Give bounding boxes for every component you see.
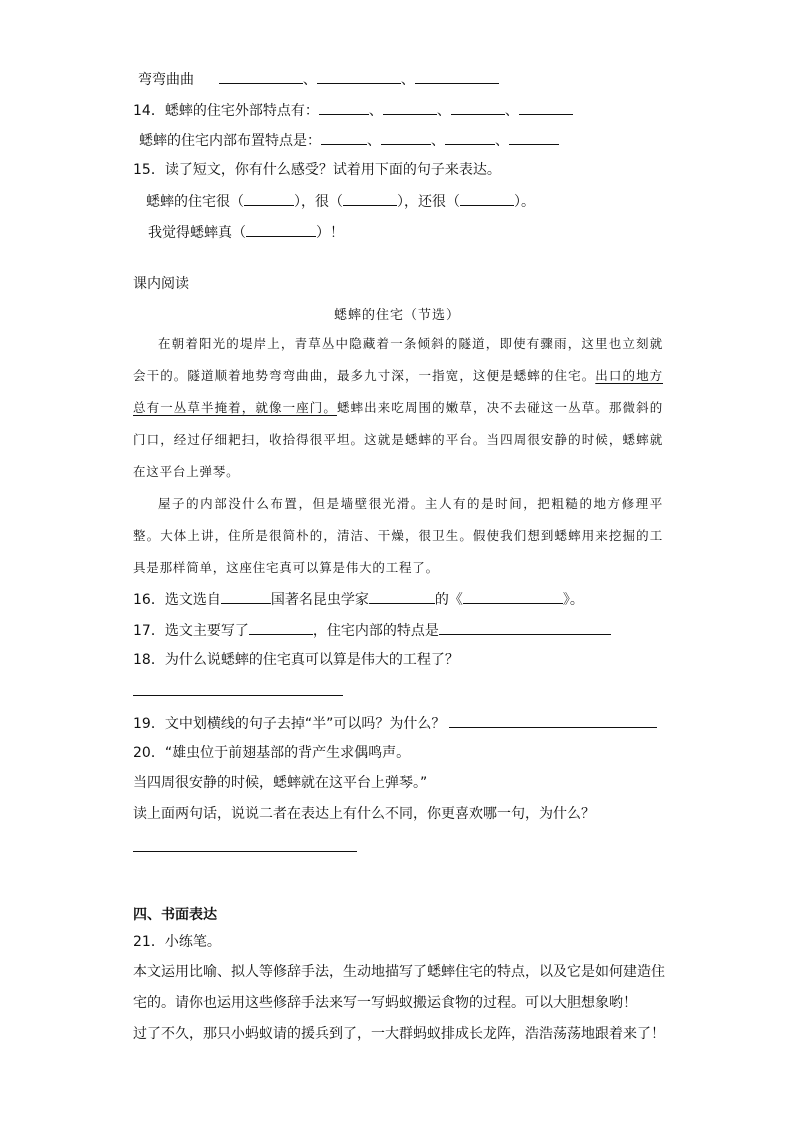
q15-text: 蟋蟀的住宅很（ <box>146 194 244 210</box>
q14-sep: 、 <box>367 133 381 149</box>
q16-text: 的《 <box>434 592 463 608</box>
q17-text: 17．选文主要写了 <box>133 623 249 639</box>
q17-blank-2[interactable] <box>439 619 611 635</box>
q16-text: 》。 <box>562 592 584 608</box>
q14-sep: 、 <box>495 133 509 149</box>
q21-starter-sentence: 过了不久，那只小蚂蚁请的援兵到了，一大群蚂蚁排成长龙阵，浩浩荡荡地跟着来了！ <box>133 1026 665 1042</box>
q17-line <box>133 619 611 641</box>
q13-label: 弯弯曲曲 <box>138 72 194 88</box>
q13-blank-2[interactable] <box>317 68 401 84</box>
q20-line3: 读上面两句话，说说二者在表达上有什么不同，你更喜欢哪一句，为什么？ <box>133 806 595 822</box>
passage-text: 在朝着阳光的堤岸上，青草丛中隐藏着一条倾斜的隧道，即使有骤雨，这里也立刻就会干的。隧道顺着地势弯弯曲曲，最多九寸深，一指宽，这便是蟋蟀的住宅。 <box>133 336 663 383</box>
passage-paragraph-2: 屋子的内部没什么布置，但是墙壁很光滑。主人有的是时间，把粗糙的地方修理平整。大体上讲，住所是很简朴的，清洁、干燥，很卫生。假使我们想到蟋蟀用来挖掘的工具是那样简单，这座住宅真可以算是伟大的工程了。 <box>133 496 663 575</box>
q15-sentence-2 <box>148 222 344 243</box>
q15-blank[interactable] <box>246 222 316 237</box>
section-4-title: 四、书面表达 <box>133 907 217 923</box>
q14-sep: 、 <box>368 103 383 119</box>
q19-answer-blank[interactable] <box>449 712 657 728</box>
q21-label: 21．小练笔。 <box>133 934 221 950</box>
q13-blank-1[interactable] <box>219 68 303 84</box>
q13-tail-line <box>138 68 499 90</box>
q14-sep: 、 <box>504 103 519 119</box>
q13-sep: 、 <box>302 72 317 88</box>
q20-line2: 当四周很安静的时候，蟋蟀就在这平台上弹琴。” <box>133 775 428 791</box>
q15-blank[interactable] <box>343 191 397 206</box>
q14-sep: 、 <box>431 133 445 149</box>
q14-prompt-2: 蟋蟀的住宅内部布置特点是： <box>139 133 321 149</box>
q15-text: ），还很（ <box>397 194 460 210</box>
q19-prompt: 19．文中划横线的句子去掉“半”可以吗？为什么？ <box>133 716 446 732</box>
q14-line2 <box>139 129 559 151</box>
q15-blank[interactable] <box>460 191 514 206</box>
q14-blank[interactable] <box>381 129 431 145</box>
q20-line1: 20．“雄虫位于前翅基部的背产生求偶鸣声。 <box>133 745 411 761</box>
q15-blank[interactable] <box>244 191 294 206</box>
q14-sep: 、 <box>436 103 451 119</box>
q15-text: 我觉得蟋蟀真（ <box>148 225 246 241</box>
q21-instruction-1: 本文运用比喻、拟人等修辞手法，生动地描写了蟋蟀住宅的特点，以及它是如何建造住 <box>133 964 665 980</box>
q14-prompt: 14．蟋蟀的住宅外部特点有： <box>133 103 319 119</box>
q14-blank[interactable] <box>509 129 559 145</box>
q17-blank-1[interactable] <box>249 619 313 635</box>
q18-answer-line[interactable] <box>133 695 343 696</box>
q15-sentence-1 <box>146 191 535 212</box>
q16-blank-author[interactable] <box>369 588 435 604</box>
q15-prompt: 15．读了短文，你有什么感受？试着用下面的句子来表达。 <box>133 162 501 178</box>
q14-blank[interactable] <box>451 99 505 115</box>
passage-text: 蟋蟀出来吃周围的嫩草，决不去碰这一丛草。那微斜的门口，经过仔细耙扫，收拾得很平坦。这就是蟋蟀的平台。当四周很安静的时候，蟋蟀就在这平台上弹琴。 <box>133 400 663 479</box>
q16-text: 16．选文选自 <box>133 592 221 608</box>
q21-instruction-2: 宅的。请你也运用这些修辞手法来写一写蚂蚁搬运食物的过程。可以大胆想象哟！ <box>133 995 637 1011</box>
q20-answer-line[interactable] <box>133 851 357 852</box>
q14-blank[interactable] <box>319 99 369 115</box>
q14-blank[interactable] <box>383 99 437 115</box>
passage-title: 蟋蟀的住宅（节选） <box>333 308 460 323</box>
q18-prompt: 18．为什么说蟋蟀的住宅真可以算是伟大的工程了？ <box>133 652 459 668</box>
q14-blank[interactable] <box>445 129 495 145</box>
q13-blank-3[interactable] <box>415 68 499 84</box>
q14-blank[interactable] <box>321 129 367 145</box>
q16-blank-country[interactable] <box>221 588 271 604</box>
q15-text: ），很（ <box>294 194 343 210</box>
q14-blank[interactable] <box>519 99 573 115</box>
q17-text: ，住宅内部的特点是 <box>312 623 439 639</box>
q15-text: ）。 <box>514 194 535 210</box>
q13-sep: 、 <box>400 72 415 88</box>
q19-line <box>133 712 657 734</box>
q16-text: 国著名昆虫学家 <box>270 592 369 608</box>
q16-line <box>133 588 584 610</box>
passage-paragraph-1 <box>133 328 663 488</box>
q15-text: ）！ <box>316 225 344 241</box>
q14-line1 <box>133 99 573 121</box>
section-label: 课内阅读 <box>133 276 189 292</box>
underlined-sentence: 出口的地方总有一丛草半掩着，就像一座门。 <box>133 368 663 415</box>
q16-blank-book[interactable] <box>463 588 563 604</box>
passage-body <box>133 328 663 584</box>
